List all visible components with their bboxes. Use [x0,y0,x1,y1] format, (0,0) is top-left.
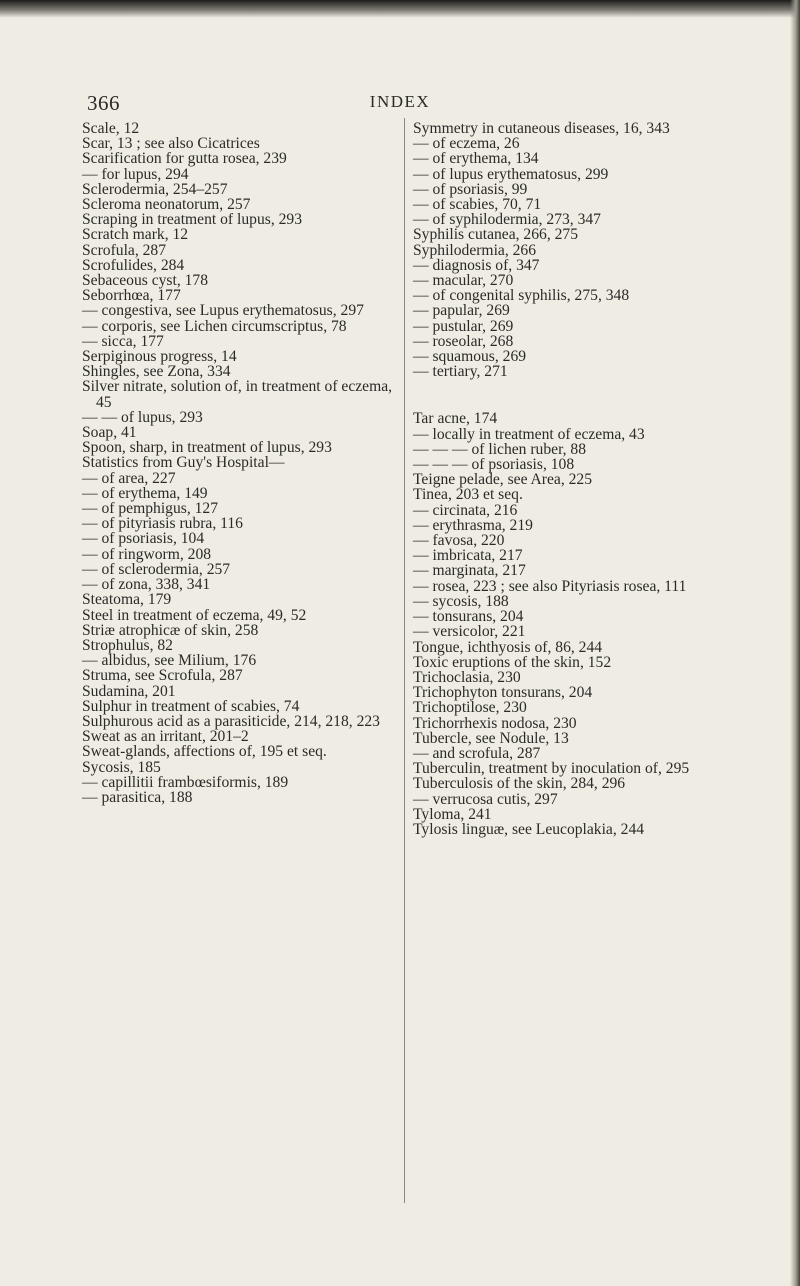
index-entry: — parasitica, 188 [82,788,193,806]
index-entry: Scarification for gutta rosea, 239 [82,150,287,168]
index-entry: Sudamina, 201 [82,682,176,700]
index-entry: Scleroma neonatorum, 257 [82,196,251,214]
index-entry: — pustular, 269 [413,317,514,335]
index-entry: Tubercle, see Nodule, 13 [413,729,569,747]
index-entry: Trichorrhexis nodosa, 230 [413,714,577,732]
index-entry: — of area, 227 [82,469,176,487]
index-entry: Tuberculosis of the skin, 284, 296 [413,775,626,793]
index-entry: — roseolar, 268 [413,332,514,350]
index-entry: — erythrasma, 219 [413,516,533,534]
index-entry: — of pemphigus, 127 [82,500,219,518]
index-entry: Scale, 12 [82,120,140,137]
index-entry: — diagnosis of, 347 [413,256,540,274]
index-entry: Statistics from Guy's Hospital— [82,454,285,472]
index-entry: — of scabies, 70, 71 [413,196,542,214]
index-entry: Struma, see Scrofula, 287 [82,667,243,685]
index-entry: — corporis, see Lichen circumscriptus, 78 [82,317,347,335]
page-right-edge [790,0,800,1286]
index-entry: Sulphur in treatment of scabies, 74 [82,697,300,715]
index-entry: — and scrofula, 287 [413,744,541,762]
index-entry: Sulphurous acid as a parasiticide, 214, 218, 223 [82,712,380,730]
section-gap [413,379,785,411]
index-entry: — rosea, 223 ; see also Pityriasis rosea, 111 [413,577,687,595]
index-entry: Teigne pelade, see Area, 225 [413,471,593,489]
index-entry: Sclerodermia, 254–257 [82,180,228,198]
index-entry: — of ringworm, 208 [82,545,212,563]
index-entry: Spoon, sharp, in treatment of lupus, 293 [82,439,332,457]
index-entry: — verrucosa cutis, 297 [413,790,558,808]
index-entry: Tinea, 203 et seq. [413,486,523,504]
index-entry: Silver nitrate, solution of, in treatment of eczema, 45 [82,378,393,411]
index-entry: — for lupus, 294 [82,165,189,183]
index-entry: — of congenital syphilis, 275, 348 [413,287,630,305]
index-entry: Toxic eruptions of the skin, 152 [413,653,612,671]
index-entry: — congestiva, see Lupus erythematosus, 297 [82,302,364,320]
index-entry: — of psoriasis, 104 [82,530,205,548]
index-entry: — of sclerodermia, 257 [82,560,231,578]
index-entry: — of pityriasis rubra, 116 [82,515,243,533]
index-entry: — sicca, 177 [82,332,164,350]
index-entry: Tar acne, 174 [413,410,498,428]
index-entry: Tuberculin, treatment by inoculation of, 295 [413,760,690,778]
index-entry: Serpiginous progress, 14 [82,348,237,366]
index-entry: — — — of psoriasis, 108 [413,456,575,474]
index-entry: Symmetry in cutaneous diseases, 16, 343 [413,120,670,137]
index-entry: Soap, 41 [82,424,137,442]
index-entry: Trichoptilose, 230 [413,699,527,717]
index-entry: Tyloma, 241 [413,805,492,823]
index-entry: Steatoma, 179 [82,591,172,609]
index-entry: — squamous, 269 [413,348,527,366]
index-entry: Trichoclasia, 230 [413,668,521,686]
index-entry: — macular, 270 [413,272,514,290]
column-divider [404,118,405,1203]
index-entry: Steel in treatment of eczema, 49, 52 [82,606,307,624]
index-entry: — of erythema, 149 [82,484,208,502]
index-entry: Scraping in treatment of lupus, 293 [82,211,303,229]
index-entry: Sebaceous cyst, 178 [82,272,209,290]
index-entry: — albidus, see Milium, 176 [82,652,257,670]
index-entry: Syphilodermia, 266 [413,241,537,259]
page-top-shadow [0,0,800,18]
index-entry: — capillitii frambœsiformis, 189 [82,773,289,791]
index-entry: Tylosis linguæ, see Leucoplakia, 244 [413,820,645,838]
index-column-right [413,121,785,837]
index-entry: Sweat as an irritant, 201–2 [82,728,249,746]
index-entry: Shingles, see Zona, 334 [82,363,231,381]
index-entry: Striæ atrophicæ of skin, 258 [82,621,259,639]
index-entry: Sycosis, 185 [82,758,161,776]
index-entry: Sweat-glands, affections of, 195 et seq. [82,743,327,761]
index-entry: Scrofulides, 284 [82,256,185,274]
index-entry: Strophulus, 82 [82,636,173,654]
index-entry: — locally in treatment of eczema, 43 [413,425,645,443]
index-entry: Scar, 13 ; see also Cicatrices [82,135,260,153]
index-entry: — — of lupus, 293 [82,408,203,426]
running-head: INDEX [369,92,431,111]
index-entry: — papular, 269 [413,302,510,320]
index-entry: — of psoriasis, 99 [413,180,528,198]
index-entry: — — — of lichen ruber, 88 [413,440,587,458]
index-entry: Seborrhœa, 177 [82,287,181,305]
index-entry: — circinata, 216 [413,501,518,519]
index-entry: — versicolor, 221 [413,623,526,641]
index-entry: — of lupus erythematosus, 299 [413,165,609,183]
page-number: 366 [87,91,120,115]
index-entry: — tonsurans, 204 [413,608,524,626]
index-entry: Tongue, ichthyosis of, 86, 244 [413,638,603,656]
index-entry: — imbricata, 217 [413,547,523,565]
index-entry: — favosa, 220 [413,532,505,550]
index-entry: — of erythema, 134 [413,150,539,168]
index-entry: — of eczema, 26 [413,135,520,153]
index-entry: — tertiary, 271 [413,363,508,381]
index-entry: Syphilis cutanea, 266, 275 [413,226,579,244]
index-entry: Trichophyton tonsurans, 204 [413,684,593,702]
index-entry: — of zona, 338, 341 [82,576,211,594]
index-entry: Scrofula, 287 [82,241,167,259]
index-entry: — marginata, 217 [413,562,526,580]
index-entry: — sycosis, 188 [413,592,509,610]
index-entry: Scratch mark, 12 [82,226,189,244]
index-entry: — of syphilodermia, 273, 347 [413,211,601,229]
index-column-left [82,121,398,805]
